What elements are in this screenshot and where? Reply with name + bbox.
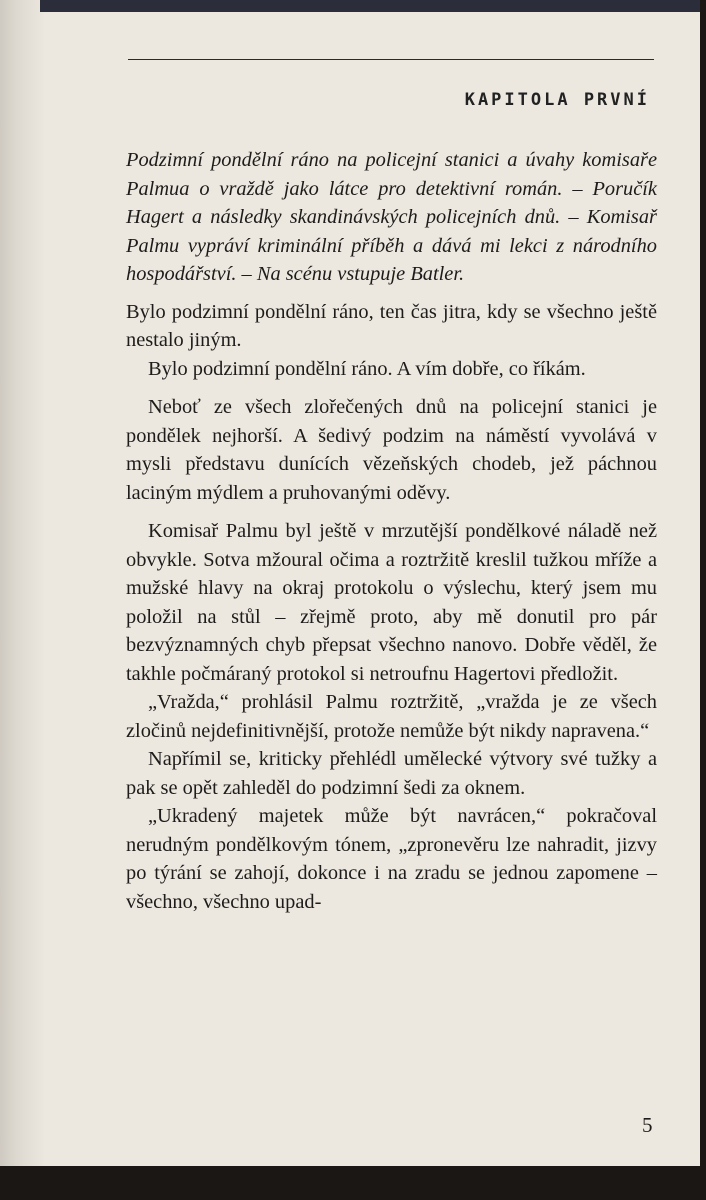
paragraph: Napřímil se, kriticky přehlédl umělecké výtvory své tužky a pak se opět zahleděl do podzimní šedi za oknem. bbox=[126, 748, 657, 799]
paragraph: „Ukradený majetek může být navrácen,“ pokračoval nerudným pondělkovým tónem, „zpronevěru lze nahradit, jizvy po týrání se zahojí, dokonce i na zradu se jednou zapomene – všechno, všechno upad- bbox=[126, 805, 657, 913]
page-gutter bbox=[0, 0, 44, 1166]
page-number: 5 bbox=[642, 1113, 653, 1137]
paragraph: Bylo podzimní pondělní ráno. A vím dobře, co říkám. bbox=[148, 357, 586, 380]
header-rule bbox=[128, 59, 654, 60]
cover-edge bbox=[40, 0, 700, 12]
page-body bbox=[126, 146, 657, 916]
chapter-title: KAPITOLA PRVNÍ bbox=[464, 90, 650, 110]
paragraph: Neboť ze všech zlořečených dnů na policejní stanici je pondělek nejhorší. A šedivý podzim na náměstí vyvolává v mysli představu dunících vězeňských chodeb, jež páchnou laciným mýdlem a pruhovanými oděvy. bbox=[126, 396, 657, 504]
paragraph: „Vražda,“ prohlásil Palmu roztržitě, „vražda je ze všech zločinů nejdefinitivnější, protože nemůže být nikdy napravena.“ bbox=[126, 691, 657, 742]
chapter-summary: Podzimní pondělní ráno na policejní stanici a úvahy komisaře Palmua o vraždě jako látce pro detektivní román. – Poručík Hagert a následky skandinávských policejních dnů. – Komisař Palmu vypráví kriminální příběh a dává mi lekci z národního hospodářství. – Na scénu vstupuje Batler. bbox=[126, 149, 657, 285]
paragraph: Bylo podzimní pondělní ráno, ten čas jitra, kdy se všechno ještě nestalo jiným. bbox=[126, 300, 657, 351]
paragraph: Komisař Palmu byl ještě v mrzutější pondělkové náladě než obvykle. Sotva mžoural očima a roztržitě kreslil tužkou mříže a mužské hlavy na okraj protokolu o výslechu, který jsem mu položil na stůl – zřejmě proto, aby mě donutil pro pár bezvýznamných chyb přepsat všechno nanovo. Dobře věděl, že takhle počmáraný protokol si netroufnu Hagertovi předložit. bbox=[126, 520, 657, 685]
